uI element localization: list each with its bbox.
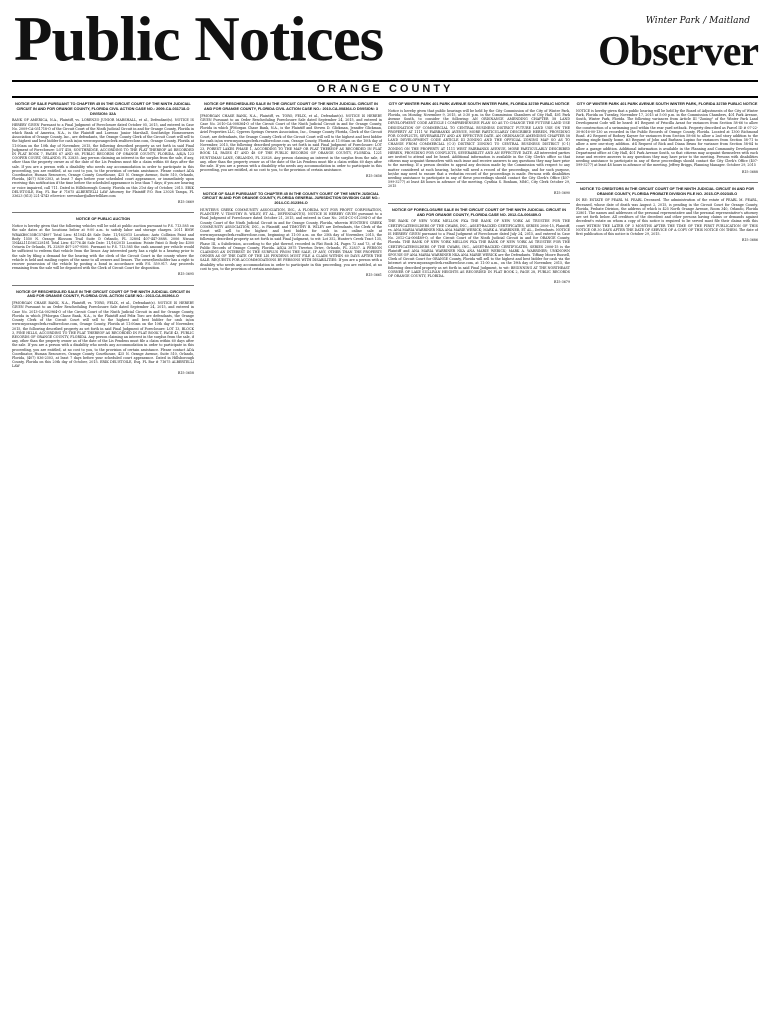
notice-column-2: [200, 102, 382, 1020]
logo-brand: Observer: [598, 29, 758, 75]
notice-reference: R15-3690: [553, 190, 570, 195]
notice-body: JPMORGAN CHASE BANK, N.A., Plaintiff, vs. TORO, FELIX, et al., Defendant(s). NOTICE IS HEREBY GIVEN Pursuant to an Order Rescheduling Foreclosure Sale dated September 24, 2015, and entered in Case No. 2010-CA-008364-O of the Circuit Court of the Ninth Judicial Circuit in and for Orange County, Florida in which JPMorgan Chase Bank, N.A., is the Plaintiff and Steven D. Glickman, Jennifer Glickman, Ariel Properties LLC, Cypress Springs Owners Association, Inc., Orange County Florida, Clerk of the Circuit Court, are defendants, the Orange County Clerk of the Circuit Court will sell to the highest and best bidder for cash in/on www.myorangeclerk.realforeclose.com, Orange County, Florida at 11:00am on the 10th day of November, 2015, the following described property as set forth in said Final Judgment of Foreclosure: LOT 23, FOREST LAKES PHASE 1, ACCORDING TO THE MAP OR PLAT THEREOF AS RECORDED IN PLAT BOOK 14, PAGES 47 AND 48 OF THE PUBLIC RECORDS OF ORANGE COUNTY, FLORIDA. 1221 HUNTSMAN LANE, ORLANDO, FL 32828. Any person claiming an interest in the surplus from the sale, if any, other than the property owner as of the date of the Lis Pendens must file a claim within 60 days after the sale. If you are a person with a disability who needs any accommodation in order to participate in this proceeding, you are entitled, at no cost to you, to the provision of certain assistance.: [200, 113, 382, 173]
notice-heading: NOTICE OF PUBLIC AUCTION: [75, 217, 131, 222]
notice-item: [576, 102, 758, 174]
masthead: [0, 0, 770, 95]
notice-body: Notice is hereby given that the following vehicles will be sold at public auction pursuant to F.S. 713.585 on the sale dates at the locations below at 9:00 a.m. to satisfy labor and storage charges. 2011 BMW WBAKB0C55BC574897 Total Lien: $11043.48 Sale Date: 11/16/2015 Location: Auto Collision Paint and Body 1550 N. Orange Blossom Trail Suite D Orlando, FL 32804 407-447-3888. 2006 Nissan 1N4AL11D36C228181 Total Lien: $2776.46 Sale Date: 11/16/2015 Location: Pointe Paint & Body Inc 4300 Octavia Dr Orlando, FL 32839 407-297-9500. Pursuant to F.S. 713.585 the cash amount per vehicle would be sufficient to redeem that vehicle from the lienor. Any interested party has a right to a hearing prior to the sale by filing a demand for the hearing with the clerk of the Circuit Court in the county where the vehicle is held and mailing copies of the same to all owners and lienors. The owner/lienholder has a right to recover possession of the vehicle by posting a bond in accordance with F.S. 559.917. Any proceeds remaining from the sale will be deposited with the Clerk of Circuit Court for disposition.: [12, 224, 194, 271]
notice-column-1: [12, 102, 194, 1020]
notice-item: [12, 102, 194, 204]
notice-reference: R15-3661: [365, 273, 382, 278]
notice-reference: R15-3658: [177, 370, 194, 375]
notice-divider: [388, 203, 570, 204]
notice-body: IN RE: ESTATE OF PEARL M. PEARL Deceased. The administration of the estate of PEARL M. PEARL, deceased, whose date of death was August 2, 2015, is pending in the Circuit Court for Orange County, Florida, Probate Division, the address of which is 425 North Orange Avenue, Room 340, Orlando, Florida 32801. The names and addresses of the personal representative and the personal representative's attorney are set forth below. All creditors of the decedent and other persons having claims or demands against decedent's estate on whom a copy of this notice is required to be served must file their claims with this court WITHIN THE LATER OF 3 MONTHS AFTER THE TIME OF THE FIRST PUBLICATION OF THIS NOTICE OR 30 DAYS AFTER THE DATE OF SERVICE OF A COPY OF THIS NOTICE ON THEM. The date of first publication of this notice is October 29, 2015.: [576, 198, 758, 237]
notice-columns: [12, 102, 758, 1020]
notice-divider: [12, 212, 194, 213]
notice-reference: R15-3669: [177, 200, 194, 205]
notice-reference: R15-3686: [741, 238, 758, 243]
notice-heading: NOTICE OF RESCHEDULED SALE IN THE CIRCUIT COURT OF THE NINTH JUDICIAL CIRCUIT IN AND FOR ORANGE COUNTY, FLORIDA CIVIL ACTION CASE NO.: 2010-CA-008364-O DIVISION: 3: [204, 102, 378, 111]
notice-item: [12, 290, 194, 375]
page-title: Public Notices: [14, 4, 384, 74]
notice-item: [200, 192, 382, 278]
notice-reference: R15-3688: [741, 169, 758, 174]
notice-body: Notice is hereby given that public hearings will be held by the City Commission of the City of Winter Park, Florida, on Monday, November 9, 2015, at 3:30 p.m. in the Commission Chambers of City Hall, 401 Park Avenue South, to consider the following: AN ORDINANCE AMENDING CHAPTER 58 LAND DEVELOPMENT CODE ARTICLE I COMPREHENSIVE PLAN SO AS TO CHANGE THE FUTURE LAND USE DESIGNATION OF COMMERCIAL TO CENTRAL BUSINESS DISTRICT FUTURE LAND USE ON THE PROPERTY AT 1111 W. FAIRBANKS AVENUE, MORE PARTICULARLY DESCRIBED HEREIN, PROVIDING FOR CONFLICTS, SEVERABILITY AND AN EFFECTIVE DATE. AN ORDINANCE AMENDING CHAPTER 58 LAND DEVELOPMENT CODE ARTICLE III ZONING AND THE OFFICIAL ZONING MAP SO AS TO CHANGE FROM COMMERCIAL (C-3) DISTRICT ZONING TO CENTRAL BUSINESS DISTRICT (C-1) ZONING ON THE PROPERTY AT 1111 WEST FAIRBANKS AVENUE, MORE PARTICULARLY DESCRIBED HEREIN, PROVIDING FOR CONFLICTS, SEVERABILITY AND AN EFFECTIVE DATE. All interested parties are invited to attend and be heard. Additional information is available in the City Clerk's office so that citizens may acquaint themselves with each issue and receive answers to any questions they may have prior to the meeting. If a person decides to appeal any decision made by the Commission with respect to any matter considered at such hearing, he/she will need a record of the proceedings, and for such purpose, he/she may need to ensure that a verbatim record of the proceedings is made. Persons with disabilities needing assistance to participate in any of these proceedings should contact the City Clerk's Office (407-599-3277) at least 48 hours in advance of the meeting. Cynthia S. Bonham, MMC, City Clerk October 29, 2015: [388, 108, 570, 189]
notice-divider: [200, 187, 382, 188]
notice-body: JPMORGAN CHASE BANK, N.A., Plaintiff, vs. TORO, FELIX, et al., Defendant(s). NOTICE IS HEREBY GIVEN Pursuant to an Order Rescheduling Foreclosure Sale dated September 24, 2015, and entered in Case No. 2013-CA-002964-O of the Circuit Court of the Ninth Judicial Circuit in and for Orange County, Florida in which JPMorgan Chase Bank, N.A., is the Plaintiff and Felix Toro are defendants, the Orange County Clerk of the Circuit Court will sell to the highest and best bidder for cash in/on www.myorangeclerk.realforeclose.com, Orange County, Florida at 11:00am on the 10th day of November, 2015, the following described property as set forth in said Final Judgment of Foreclosure: LOT 13, BLOCK 3, PINE HILLS, ACCORDING TO THE PLAT THEREOF AS RECORDED IN PLAT BOOK T, PAGE 43, PUBLIC RECORDS OF ORANGE COUNTY, FLORIDA. Any person claiming an interest in the surplus from the sale, if any, other than the property owner as of the date of the Lis Pendens must file a claim within 60 days after the sale. If you are a person with a disability who needs any accommodation in order to participate in this proceeding, you are entitled, at no cost to you, to the provision of certain assistance. Please contact ADA Coordinator, Human Resources, Orange County Courthouse, 425 N. Orange Avenue, Suite 510, Orlando, Florida, (407) 836-2303, at least 7 days before your scheduled court appearance. Dated in Hillsborough County, Florida on this 20th day of October, 2015. ERIK DEL'ETOILE, Esq. FL Bar # 71675 ALBERTELLI LAW: [12, 301, 194, 369]
notice-reference: R15-3695: [177, 272, 194, 277]
notice-reference: R15-3656: [365, 174, 382, 179]
observer-logo: [568, 16, 758, 80]
notice-body: BANK OF AMERICA, N.A., Plaintiff, vs. LORENZO JUNIOR MARSHALL, et al., Defendant(s). NOTICE IS HEREBY GIVEN Pursuant to a Final Judgment of Foreclosure dated October 05, 2015, and entered in Case No. 2009-CA-031718-O of the Circuit Court of the Ninth Judicial Circuit in and for Orange County, Florida in which Bank of America, N.A., is the Plaintiff and Lorenzo Junior Marshall, Southridge Homeowners Association of Orange County, Inc., are defendants, the Orange County Clerk of the Circuit Court will sell to the highest and best bidder for cash in/on www.myorangeclerk.realforeclose.com, Orange County, Florida at 11:00am on the 10th day of November, 2015, the following described property as set forth in said Final Judgment of Foreclosure: LOT 418, SOUTHRIDGE, ACCORDING TO THE PLAT THEREOF AS RECORDED IN PLAT BOOK 7, PAGES 67 AND 68, PUBLIC RECORDS OF ORANGE COUNTY, FLORIDA. A/K/A 123 COOPER COURT, ORLANDO, FL 32835. Any person claiming an interest in the surplus from the sale, if any, other than the property owner as of the date of the Lis Pendens must file a claim within 60 days after the sale. If you are a person with a disability who needs any accommodation in order to participate in this proceeding, you are entitled, at no cost to you, to the provision of certain assistance. Please contact ADA Coordinator, Human Resources, Orange County Courthouse, 425 N. Orange Avenue, Suite 510, Orlando, Florida, (407) 836-2303, at least 7 days before your scheduled court appearance, or immediately upon receiving this notification if the time before the scheduled appearance is less than 7 days; if you are hearing or voice impaired, call 711. Dated in Hillsborough County, Florida on this 21st day of October, 2015. ERIK DEL'ETOILE, Esq. FL Bar # 71675 ALBERTELLI LAW Attorney for Plaintiff P.O. Box 23028 Tampa, FL 33623 (813) 221-4743 eService: servealaw@albertellilaw.com: [12, 118, 194, 199]
notice-divider: [12, 285, 194, 286]
notice-body: THE BANK OF NEW YORK MELLON FKA THE BANK OF NEW YORK AS TRUSTEE FOR THE CERTIFICATEHOLDERS OF THE CWABS, INC., ASSET-BACKED CERTIFICATES, SERIES 2006-15, Plaintiff, vs. ANA MARIA WARRINER NKA ANA MARIE WERICK; MARK A. WARRINER, ET AL., Defendants. NOTICE IS HEREBY GIVEN pursuant to a Final Judgment of Foreclosure dated July 24, 2015, and entered in Case No. 2012-CA-006489-O, of the Circuit Court of the Ninth Judicial Circuit in and for ORANGE County, Florida. THE BANK OF NEW YORK MELLON FKA THE BANK OF NEW YORK AS TRUSTEE FOR THE CERTIFICATEHOLDERS OF THE CWABS, INC., ASSET-BACKED CERTIFICATES, SERIES 2006-15 is the Plaintiff and ANA MARIA WARRINER NKA ANA MARIE WERICK; MARK A. WARRINER; UNKNOWN SPOUSE OF ANA MARIA WARRINER NKA ANA MARIE WERICK are the Defendants. Tiffany Moore Russell, Clerk of Circuit Court for ORANGE County, Florida will sell to the highest and best bidder for cash via the Internet at www.myorangeclerk.realforeclose.com, at 11:00 a.m., on the 19th day of November, 2015, the following described property as set forth in said Final Judgment, to wit: BEGINNING AT THE NORTHEAST CORNER OF LAKE SULLIVAN HEIGHTS AS RECORDED IN PLAT BOOK 2, PAGE 28, PUBLIC RECORDS OF ORANGE COUNTY, FLORIDA.: [388, 219, 570, 279]
notice-heading: CITY OF WINTER PARK 401 PARK AVENUE SOUTH WINTER PARK, FLORIDA 32789 PUBLIC NOTICE: [388, 102, 570, 106]
notice-item: [12, 217, 194, 276]
notice-heading: NOTICE OF SALE PURSUANT TO CHAPTER 45 IN THE COUNTY COURT OF THE NINTH JUDICIAL CIRCUIT IN AND FOR ORANGE COUNTY, FLORIDA GENERAL JURISDICTION DIVISION CASE NO.: 2014-CC-012394-O: [202, 191, 380, 206]
notice-heading: CITY OF WINTER PARK 401 PARK AVENUE SOUTH WINTER PARK, FLORIDA 32789 PUBLIC NOTICE: [576, 102, 758, 106]
notice-item: [576, 187, 758, 243]
notice-heading: NOTICE OF FORECLOSURE SALE IN THE CIRCUIT COURT OF THE NINTH JUDICIAL CIRCUIT IN AND FOR ORANGE COUNTY, FLORIDA CASE NO. 2012-CA-006489-O: [392, 207, 566, 217]
county-banner: ORANGE COUNTY: [12, 80, 758, 98]
notice-heading: NOTICE OF SALE PURSUANT TO CHAPTER 45 IN THE CIRCUIT COURT OF THE NINTH JUDICIAL CIRCUIT IN AND FOR ORANGE COUNTY, FLORIDA CIVIL ACTION CASE NO.: 2009-CA-031718-O DIVISION: 32A: [15, 102, 191, 116]
notice-reference: R15-3679: [553, 280, 570, 285]
notice-body: HUNTER'S CREEK COMMUNITY ASSOCIATION, INC., A FLORIDA NOT FOR PROFIT CORPORATION, PLAINTIFF, V. TIMOTHY B. WILEY, ET AL., DEFENDANT(S). NOTICE IS HEREBY GIVEN pursuant to a Final Judgment of Foreclosure dated October 21, 2015, and entered in Case No. 2014-CC-012394-O of the County Court of the Ninth Judicial Circuit in and for Orange County, Florida, wherein HUNTER'S CREEK COMMUNITY ASSOCIATION, INC., is Plaintiff, and TIMOTHY B. WILEY are Defendants, the Clerk of the Court will sell to the highest and best bidder for cash in an online sale at www.myorangeclerk.realforeclose.com, beginning at 11:00 a.m. on the 25th day of November, 2015, the following described property as set forth in said Final Judgment, to wit: Lot 352, Hunter's Creek Tract 135, Phase III, a Subdivision, according to the plat thereof, recorded in Plat Book 34, Pages 72 and 73, of the Public Records of Orange County, Florida. A/K/A 3875 Tiverton Drive, Orlando, FL 32837. A PERSON CLAIMING AN INTEREST IN THE SURPLUS FROM THE SALE, IF ANY, OTHER THAN THE PROPERTY OWNER AS OF THE DATE OF THE LIS PENDENS MUST FILE A CLAIM WITHIN 60 DAYS AFTER THE SALE. REQUESTS FOR ACCOMMODATIONS BY PERSONS WITH DISABILITIES: If you are a person with a disability who needs any accommodation in order to participate in this proceeding, you are entitled, at no cost to you, to the provision of certain assistance.: [200, 208, 382, 271]
notice-heading: NOTICE OF RESCHEDULED SALE IN THE CIRCUIT COURT OF THE NINTH JUDICIAL CIRCUIT IN AND FOR ORANGE COUNTY, FLORIDA CIVIL ACTION CASE NO.: 2013-CA-002964-O: [16, 289, 190, 299]
logo-tagline: Winter Park / Maitland: [645, 16, 750, 26]
notice-item: [388, 102, 570, 195]
notice-heading: NOTICE TO CREDITORS IN THE CIRCUIT COURT OF THE NINTH JUDICIAL CIRCUIT IN AND FOR ORANGE COUNTY, FLORIDA PROBATE DIVISION FILE NO. 2015-CP-002345-O: [579, 186, 755, 196]
notice-divider: [576, 182, 758, 183]
notice-column-4: [576, 102, 758, 1020]
notice-body: NOTICE is hereby given that a public hearing will be held by the Board of Adjustments of the City of Winter Park, Florida on Tuesday, November 17, 2015 at 5:00 p.m. in the Commission Chambers, 401 Park Avenue, South, Winter Park, Florida. The following variances from Article III "Zoning" of the Winter Park Land Development Code will be heard: #1 Request of Priscilla Avant for variances from Section 58-66 to allow the construction of a swimming pool within the rear yard setback. Property described as Parcel ID # 07-22-30-8016-00-130 as recorded in the Public Records of Orange County, Florida. Located at 1300 Richmond Road. #2 Request of Rodney Kayser for variances from Section 58-66 to allow a 2nd story addition to the existing single family home. #3 Request of John and Barbara Lupino for variances from Section 58-71 to allow a new one-story addition. #4 Request of Rick and Diana Bruns for variance from Section 58-84 to allow a garage addition. Additional information is available in the Planning and Community Development Department office at City Hall, 401 Park Avenue South, so that citizens may acquaint themselves with each issue and receive answers to any questions they may have prior to the meeting. Persons with disabilities needing assistance to participate in any of these proceedings should contact the City Clerk's Office (407-599-3277) at least 48 hours in advance of the meeting. Jeffrey Briggs, Planning Manager. October 29, 2015: [576, 108, 758, 168]
notice-column-3: [388, 102, 570, 1020]
notice-item: [200, 102, 382, 179]
notice-item: [388, 208, 570, 285]
